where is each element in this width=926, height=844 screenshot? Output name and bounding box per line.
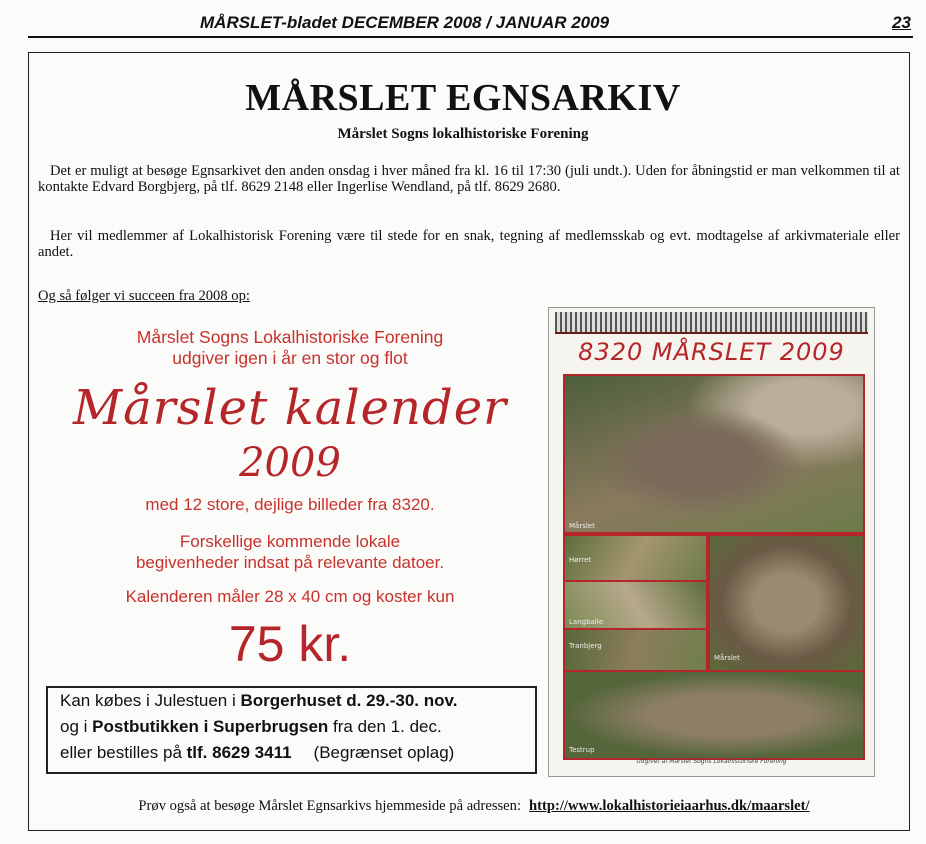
ad-year: 2009 bbox=[239, 440, 341, 486]
follow-heading: Og så følger vi succeen fra 2008 op: bbox=[38, 288, 250, 304]
ad-feature-size: Kalenderen måler 28 x 40 cm og koster kun bbox=[125, 587, 455, 606]
article-title: MÅRSLET EGNSARKIV bbox=[245, 77, 681, 119]
page-header bbox=[28, 10, 913, 38]
purchase-line-1: Kan købes i Julestuen i Borgerhuset d. 29.-30. nov. bbox=[60, 691, 458, 710]
aerial-photo-5: Testrup bbox=[563, 670, 865, 760]
aerial-photo-main: Mårslet bbox=[563, 374, 865, 534]
calendar-spiral-binding bbox=[555, 312, 868, 334]
purchase-line-2: og i Postbutikken i Superbrugsen fra den 1. dec. bbox=[60, 717, 442, 736]
ad-feature-events-line1: Forskellige kommende lokale bbox=[179, 532, 401, 551]
ad-feature-events-line2: begivenheder indsat på relevante datoer. bbox=[135, 553, 445, 572]
ad-intro bbox=[40, 327, 540, 369]
website-text: Prøv også at besøge Mårslet Egnsarkivs hjemmeside på adressen: bbox=[138, 798, 522, 814]
membership-paragraph: Her vil medlemmer af Lokalhistorisk Forening være til stede for en snak, tegning af medlemsskab og evt. modtagelse af arkivmateriale eller andet. bbox=[38, 228, 900, 260]
aerial-photo-2: Langballe bbox=[563, 580, 708, 630]
calendar-title: 8320 MÅRSLET 2009 bbox=[578, 338, 845, 366]
calendar-image bbox=[548, 307, 875, 777]
website-link[interactable]: http://www.lokalhistorieiaarhus.dk/maarslet/ bbox=[529, 798, 810, 814]
aerial-photo-4: Mårslet bbox=[708, 534, 865, 672]
website-line bbox=[0, 798, 926, 815]
page-number: 23 bbox=[892, 13, 911, 32]
calendar-footer: Udgivet af Mårslet Sogns Lokalhistoriske Forening bbox=[636, 758, 787, 765]
article-subtitle: Mårslet Sogns lokalhistoriske Forening bbox=[337, 126, 589, 142]
aerial-photo-3: Tranbjerg bbox=[563, 628, 708, 672]
ad-product-name: Mårslet kalender bbox=[72, 380, 508, 436]
purchase-info-box bbox=[46, 686, 537, 774]
ad-feature-photos: med 12 store, dejlige billeder fra 8320. bbox=[145, 495, 435, 514]
purchase-line-3: eller bestilles på tlf. 8629 3411 (Begrænset oplag) bbox=[60, 743, 455, 762]
publication-title: MÅRSLET-bladet DECEMBER 2008 / JANUAR 2009 bbox=[200, 13, 610, 32]
opening-hours-paragraph: Det er muligt at besøge Egnsarkivet den anden onsdag i hver måned fra kl. 16 til 17:30 (juli undt.). Uden for åbningstid er man velkommen til at kontakte Edvard Borgbjerg, på tlf. 8629 2148 eller Ingerlise Wendland, på tlf. 8629 2680. bbox=[38, 163, 900, 195]
ad-intro-line1: Mårslet Sogns Lokalhistoriske Forening bbox=[136, 327, 444, 347]
ad-price: 75 kr. bbox=[228, 616, 352, 672]
aerial-photo-1: Hørret bbox=[563, 534, 708, 582]
ad-feature-events bbox=[40, 531, 540, 573]
ad-intro-line2: udgiver igen i år en stor og flot bbox=[172, 348, 408, 368]
